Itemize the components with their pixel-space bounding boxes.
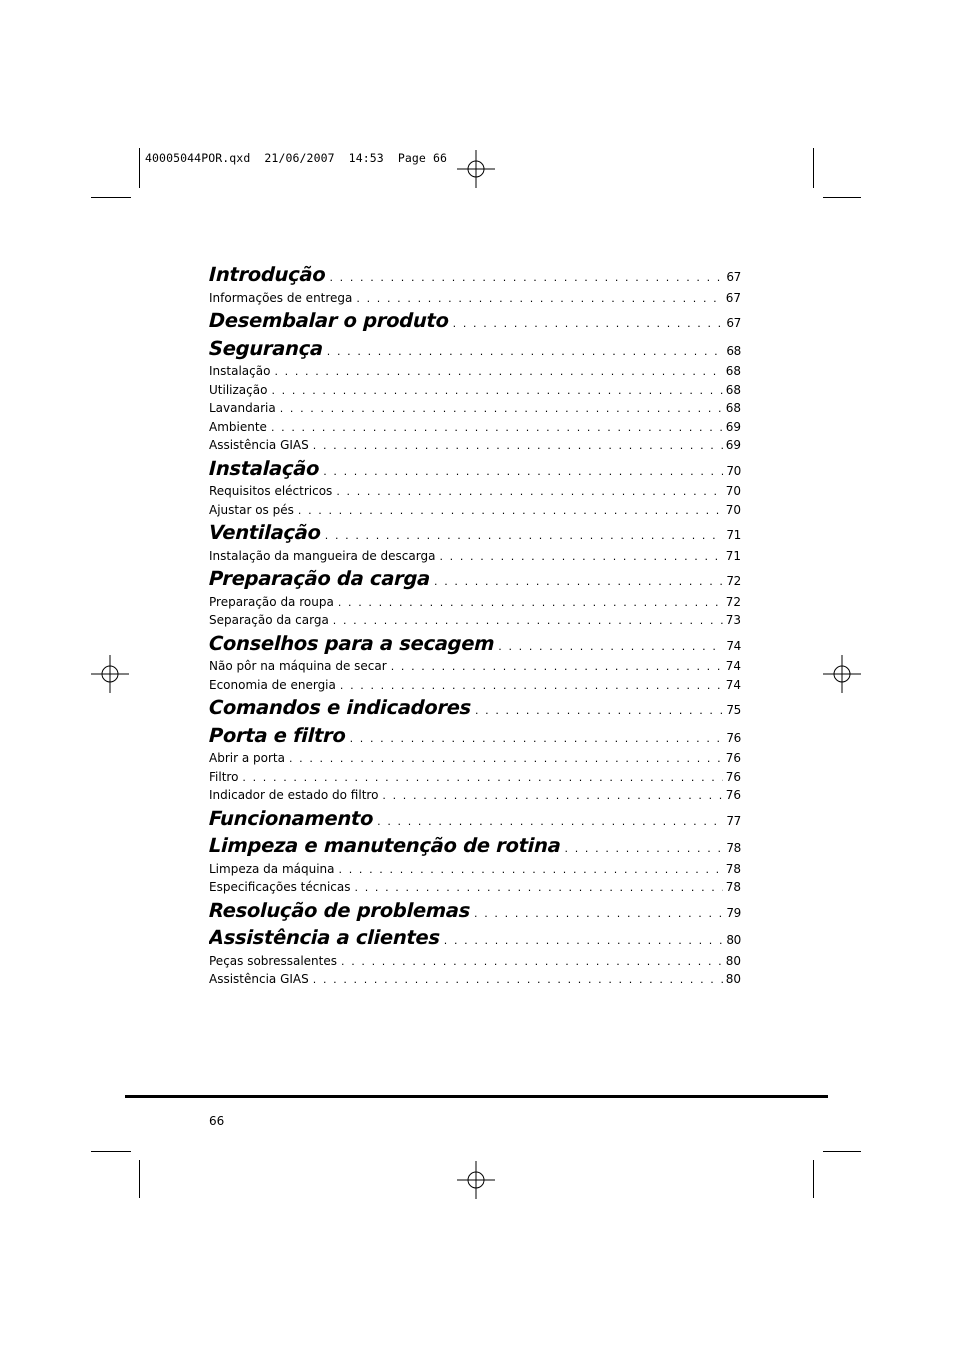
leader-dots bbox=[323, 465, 723, 478]
leader-dots bbox=[313, 439, 723, 452]
toc-entry-label: Não pôr na máquina de secar bbox=[209, 659, 387, 673]
toc-heading[interactable] bbox=[209, 807, 741, 835]
toc-entry-label: Lavandaria bbox=[209, 401, 276, 415]
toc-entry-label: Peças sobressalentes bbox=[209, 953, 337, 968]
leader-dots bbox=[475, 704, 723, 717]
leader-dots bbox=[298, 504, 723, 517]
toc-entry-page: 69 bbox=[725, 419, 741, 434]
toc-entry-page: 71 bbox=[725, 548, 741, 563]
toc-heading[interactable] bbox=[209, 834, 741, 862]
leader-dots bbox=[339, 863, 723, 876]
toc-entry-page: 68 bbox=[725, 401, 741, 415]
toc-entry-label: Filtro bbox=[209, 769, 239, 784]
toc-entry-page: 78 bbox=[725, 861, 741, 876]
toc-entry[interactable] bbox=[209, 503, 741, 522]
toc-heading-title: Introdução bbox=[209, 263, 326, 286]
toc-entry-page: 70 bbox=[725, 502, 741, 517]
toc-entry-label: Assistência GIAS bbox=[209, 972, 309, 986]
toc-heading[interactable] bbox=[209, 632, 741, 660]
toc-entry-label: Ambiente bbox=[209, 419, 267, 434]
leader-dots bbox=[341, 955, 723, 968]
toc-entry[interactable] bbox=[209, 438, 741, 457]
toc-heading[interactable] bbox=[209, 926, 741, 954]
toc-entry-label: Instalação bbox=[209, 364, 271, 378]
toc-entry-label: Limpeza da máquina bbox=[209, 861, 335, 876]
toc-heading-title: Instalação bbox=[209, 456, 320, 480]
toc-entry[interactable] bbox=[209, 484, 741, 503]
leader-dots bbox=[565, 842, 724, 855]
leader-dots bbox=[444, 934, 724, 947]
toc-heading-page: 80 bbox=[726, 933, 741, 947]
toc-entry[interactable] bbox=[209, 383, 741, 402]
registration-mark-icon bbox=[91, 655, 129, 693]
registration-mark-icon bbox=[823, 655, 861, 693]
crop-mark bbox=[823, 197, 861, 198]
toc-entry-page: 68 bbox=[725, 364, 741, 378]
toc-entry-page: 69 bbox=[725, 438, 741, 452]
toc-heading[interactable] bbox=[209, 337, 741, 365]
leader-dots bbox=[271, 384, 722, 397]
toc-entry[interactable] bbox=[209, 401, 741, 420]
leader-dots bbox=[355, 881, 723, 894]
leader-dots bbox=[498, 640, 723, 653]
toc-entry-page: 73 bbox=[725, 613, 741, 627]
table-of-contents bbox=[209, 263, 741, 991]
toc-entry-page: 80 bbox=[725, 972, 741, 986]
toc-entry-label: Requisitos eléctricos bbox=[209, 484, 333, 498]
toc-entry[interactable] bbox=[209, 364, 741, 383]
toc-heading[interactable] bbox=[209, 521, 741, 549]
leader-dots bbox=[377, 815, 723, 828]
crop-mark bbox=[823, 1151, 861, 1152]
toc-heading-page: 74 bbox=[726, 638, 741, 653]
leader-dots bbox=[350, 732, 724, 745]
toc-entry-label: Informações de entrega bbox=[209, 290, 353, 305]
toc-heading[interactable] bbox=[209, 263, 741, 291]
toc-heading-page: 70 bbox=[726, 463, 741, 478]
toc-heading-page: 78 bbox=[726, 841, 741, 855]
toc-heading-title: Resolução de problemas bbox=[209, 898, 471, 922]
toc-heading-title: Preparação da carga bbox=[209, 567, 431, 590]
toc-heading-page: 68 bbox=[726, 343, 741, 358]
toc-entry-label: Abrir a porta bbox=[209, 751, 285, 765]
leader-dots bbox=[474, 907, 723, 920]
registration-mark-icon bbox=[457, 150, 495, 188]
toc-heading-page: 76 bbox=[726, 730, 741, 745]
leader-dots bbox=[271, 421, 723, 434]
toc-heading[interactable] bbox=[209, 309, 741, 337]
toc-heading-title: Porta e filtro bbox=[209, 723, 346, 747]
crop-mark bbox=[139, 1160, 140, 1198]
toc-entry[interactable] bbox=[209, 972, 741, 991]
leader-dots bbox=[453, 317, 724, 330]
crop-mark bbox=[91, 1151, 131, 1152]
toc-entry[interactable] bbox=[209, 770, 741, 789]
leader-dots bbox=[313, 973, 723, 986]
toc-heading-page: 67 bbox=[726, 316, 741, 330]
toc-entry[interactable] bbox=[209, 751, 741, 770]
toc-entry-label: Assistência GIAS bbox=[209, 438, 309, 452]
toc-heading-page: 72 bbox=[726, 574, 741, 588]
toc-entry-page: 76 bbox=[725, 769, 741, 784]
toc-entry-label: Especificações técnicas bbox=[209, 880, 351, 894]
toc-heading-title: Segurança bbox=[209, 336, 324, 360]
crop-mark bbox=[91, 197, 131, 198]
toc-heading[interactable] bbox=[209, 899, 741, 927]
leader-dots bbox=[391, 660, 723, 673]
toc-entry[interactable] bbox=[209, 420, 741, 439]
leader-dots bbox=[327, 345, 724, 358]
toc-entry[interactable] bbox=[209, 549, 741, 568]
toc-heading-page: 79 bbox=[726, 905, 741, 920]
print-slug-line: 40005044POR.qxd 21/06/2007 14:53 Page 66 bbox=[145, 151, 448, 165]
toc-entry-label: Ajustar os pés bbox=[209, 502, 294, 517]
toc-heading-title: Funcionamento bbox=[209, 806, 374, 830]
toc-entry[interactable] bbox=[209, 862, 741, 881]
toc-heading-page: 67 bbox=[726, 270, 741, 284]
toc-entry[interactable] bbox=[209, 595, 741, 614]
toc-entry[interactable] bbox=[209, 788, 741, 807]
toc-entry[interactable] bbox=[209, 291, 741, 310]
toc-entry-label: Economia de energia bbox=[209, 677, 336, 692]
toc-entry-label: Separação da carga bbox=[209, 613, 329, 627]
toc-entry-label: Preparação da roupa bbox=[209, 594, 334, 609]
leader-dots bbox=[280, 402, 723, 415]
leader-dots bbox=[333, 614, 723, 627]
toc-heading-page: 77 bbox=[726, 813, 741, 828]
registration-mark-icon bbox=[457, 1161, 495, 1199]
leader-dots bbox=[356, 292, 722, 305]
leader-dots bbox=[242, 771, 722, 784]
toc-entry-page: 70 bbox=[725, 484, 741, 498]
toc-entry-label: Utilização bbox=[209, 382, 268, 397]
toc-heading[interactable] bbox=[209, 567, 741, 595]
toc-heading-title: Comandos e indicadores bbox=[209, 696, 472, 719]
toc-heading[interactable] bbox=[209, 696, 741, 724]
toc-entry[interactable] bbox=[209, 613, 741, 632]
toc-entry-page: 78 bbox=[725, 880, 741, 894]
toc-entry[interactable] bbox=[209, 954, 741, 973]
toc-entry[interactable] bbox=[209, 678, 741, 697]
crop-mark bbox=[813, 148, 814, 188]
toc-heading-title: Conselhos para a secagem bbox=[209, 631, 495, 655]
footer-rule bbox=[125, 1095, 828, 1098]
toc-entry-page: 68 bbox=[725, 382, 741, 397]
toc-heading-title: Ventilação bbox=[209, 521, 322, 544]
toc-entry-page: 76 bbox=[725, 788, 741, 802]
toc-entry[interactable] bbox=[209, 880, 741, 899]
toc-entry[interactable] bbox=[209, 659, 741, 678]
toc-entry-page: 74 bbox=[725, 659, 741, 673]
toc-heading[interactable] bbox=[209, 724, 741, 752]
leader-dots bbox=[434, 575, 723, 588]
toc-heading-page: 71 bbox=[726, 528, 741, 542]
leader-dots bbox=[439, 550, 722, 563]
leader-dots bbox=[338, 596, 723, 609]
leader-dots bbox=[274, 365, 722, 378]
leader-dots bbox=[336, 485, 722, 498]
toc-entry-page: 74 bbox=[725, 677, 741, 692]
toc-heading[interactable] bbox=[209, 457, 741, 485]
leader-dots bbox=[382, 789, 722, 802]
toc-entry-page: 80 bbox=[725, 953, 741, 968]
toc-heading-title: Limpeza e manutenção de rotina bbox=[209, 834, 561, 857]
toc-heading-title: Desembalar o produto bbox=[209, 309, 450, 332]
crop-mark bbox=[813, 1160, 814, 1198]
leader-dots bbox=[340, 679, 723, 692]
toc-heading-title: Assistência a clientes bbox=[209, 926, 441, 949]
toc-entry-page: 67 bbox=[725, 290, 741, 305]
toc-entry-label: Indicador de estado do filtro bbox=[209, 788, 379, 802]
leader-dots bbox=[329, 271, 723, 284]
leader-dots bbox=[289, 752, 723, 765]
leader-dots bbox=[325, 529, 724, 542]
page-number: 66 bbox=[209, 1114, 225, 1128]
toc-entry-page: 76 bbox=[725, 751, 741, 765]
toc-entry-label: Instalação da mangueira de descarga bbox=[209, 548, 436, 563]
toc-heading-page: 75 bbox=[726, 703, 741, 717]
toc-entry-page: 72 bbox=[725, 594, 741, 609]
crop-mark bbox=[139, 148, 140, 188]
